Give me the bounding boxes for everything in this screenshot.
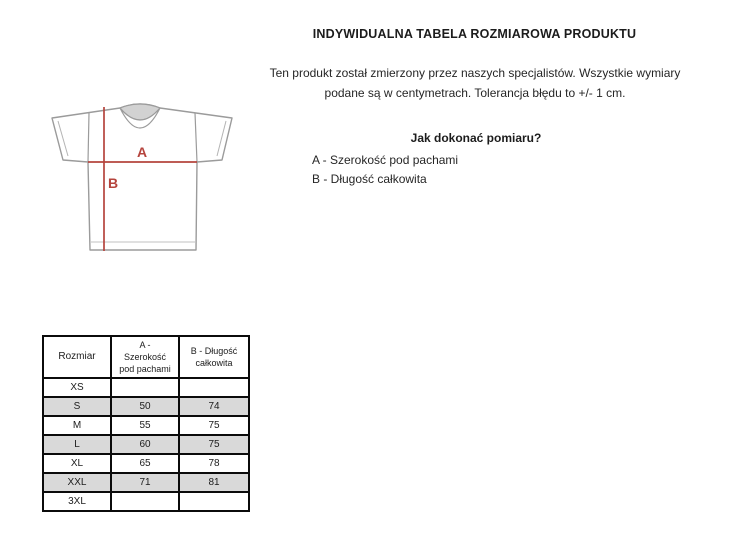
cell-size: XL xyxy=(43,454,111,473)
cell-length-b: 74 xyxy=(179,397,249,416)
tshirt-diagram xyxy=(48,96,238,256)
cell-length-b: 81 xyxy=(179,473,249,492)
cell-length-b xyxy=(179,378,249,397)
cell-length-b: 78 xyxy=(179,454,249,473)
cell-length-b xyxy=(179,492,249,511)
table-row-xl xyxy=(43,454,249,473)
table-row-3xl xyxy=(43,492,249,511)
column-header-size: Rozmiar xyxy=(43,336,111,378)
description-paragraph xyxy=(245,63,705,103)
measurement-guide-item-a: A - Szerokość pod pachami xyxy=(312,153,459,167)
table-row-l xyxy=(43,435,249,454)
cell-size: XS xyxy=(43,378,111,397)
description-line-2: podane są w centymetrach. Tolerancja błędu to +/- 1 cm. xyxy=(324,86,626,100)
cell-width-a: 60 xyxy=(111,435,179,454)
measurement-guide xyxy=(312,130,640,189)
cell-width-a xyxy=(111,378,179,397)
size-table xyxy=(42,335,250,512)
cell-width-a: 50 xyxy=(111,397,179,416)
measurement-guide-heading: Jak dokonać pomiaru? xyxy=(410,131,542,145)
cell-length-b: 75 xyxy=(179,435,249,454)
measure-label-a: A xyxy=(137,144,148,160)
column-header-length-b: B - Długość całkowita xyxy=(179,336,249,378)
table-row-s xyxy=(43,397,249,416)
page-title: INDYWIDUALNA TABELA ROZMIAROWA PRODUKTU xyxy=(312,27,637,41)
size-table-header-row xyxy=(43,336,249,378)
description-line-1: Ten produkt został zmierzony przez naszych specjalistów. Wszystkie wymiary xyxy=(269,66,681,80)
cell-size: 3XL xyxy=(43,492,111,511)
cell-width-a: 55 xyxy=(111,416,179,435)
cell-size: M xyxy=(43,416,111,435)
measure-label-b: B xyxy=(108,175,119,191)
cell-size: S xyxy=(43,397,111,416)
cell-width-a xyxy=(111,492,179,511)
cell-size: L xyxy=(43,435,111,454)
table-row-xxl xyxy=(43,473,249,492)
cell-width-a: 65 xyxy=(111,454,179,473)
cell-width-a: 71 xyxy=(111,473,179,492)
cell-size: XXL xyxy=(43,473,111,492)
column-header-width-a: A - Szerokość pod pachami xyxy=(111,336,179,378)
measurement-guide-item-b: B - Długość całkowita xyxy=(312,172,427,186)
table-row-m xyxy=(43,416,249,435)
measurement-guide-items xyxy=(312,151,640,189)
table-row-xs xyxy=(43,378,249,397)
cell-length-b: 75 xyxy=(179,416,249,435)
